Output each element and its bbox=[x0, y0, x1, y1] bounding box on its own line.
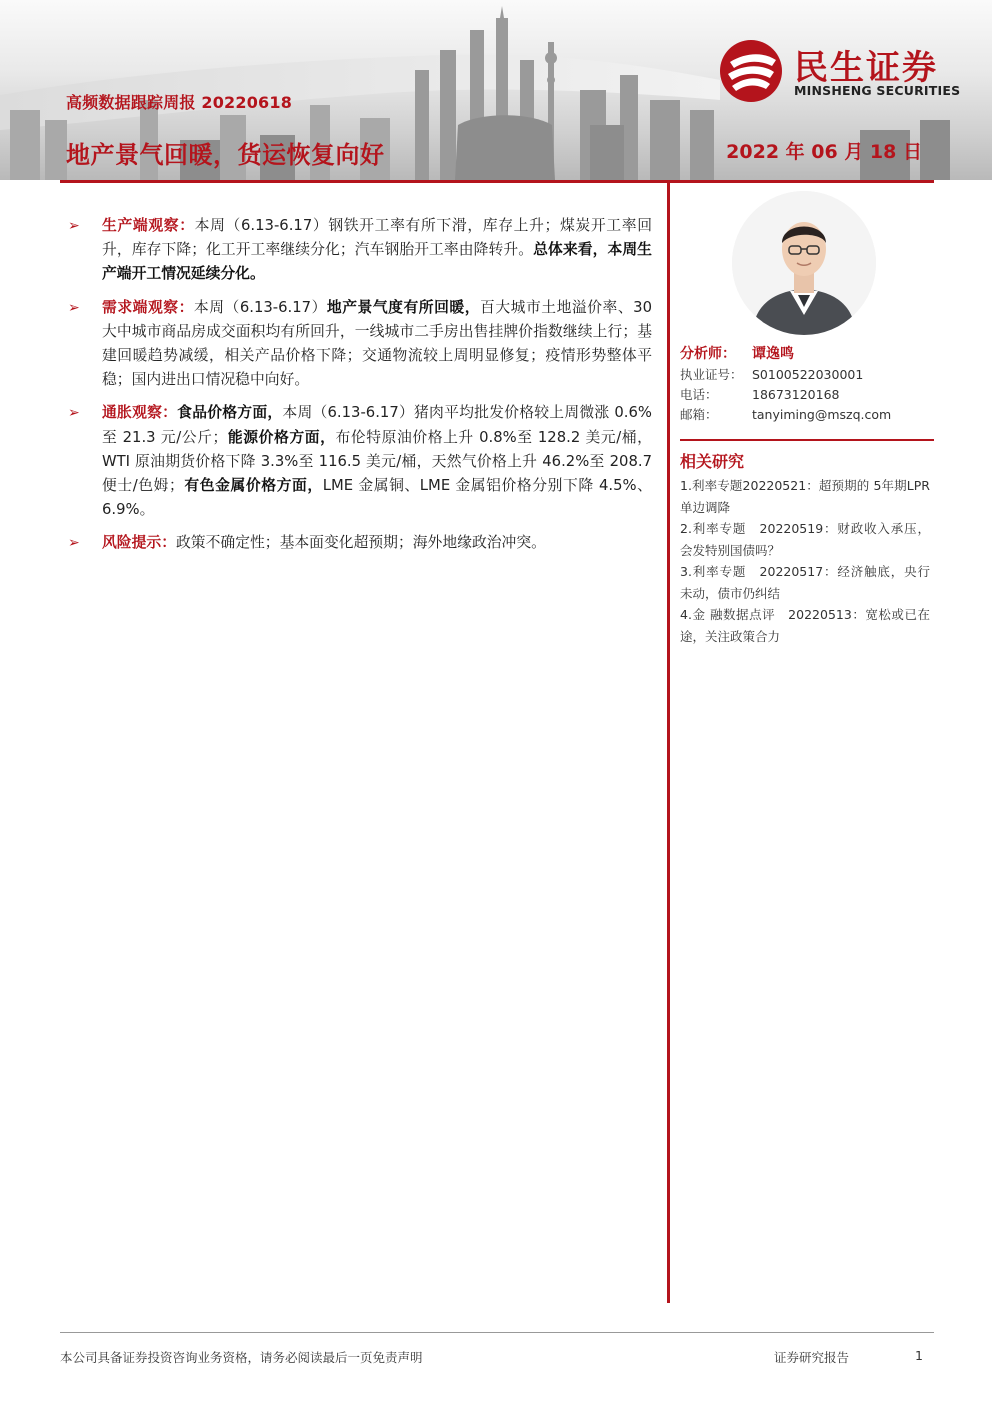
bullet-heading: 通胀观察： bbox=[102, 404, 178, 422]
bullet-heading: 风险提示： bbox=[102, 534, 176, 552]
license-label: 执业证号： bbox=[680, 367, 743, 382]
sidebar-divider bbox=[680, 439, 934, 441]
page-number: 1 bbox=[915, 1348, 923, 1363]
analyst-label: 分析师： bbox=[680, 346, 736, 362]
analyst-name-row bbox=[680, 343, 934, 365]
company-logo bbox=[718, 38, 968, 104]
email-row bbox=[680, 405, 934, 425]
bullet-bold-text: 地产景气度有所回暖， bbox=[326, 298, 481, 316]
email-label: 邮箱： bbox=[680, 407, 718, 422]
summary-production bbox=[66, 214, 652, 287]
bullet-heading: 需求端观察： bbox=[102, 298, 194, 316]
header-banner bbox=[0, 0, 992, 180]
related-research-list bbox=[680, 475, 930, 647]
license-value: S0100522030001 bbox=[752, 367, 864, 382]
footer-doc-type: 证券研究报告 bbox=[774, 1350, 850, 1365]
bullet-arrow-icon: ➢ bbox=[68, 299, 80, 316]
summary-demand bbox=[66, 296, 652, 393]
email-value[interactable]: tanyiming@mszq.com bbox=[752, 407, 892, 422]
bullet-text: 本周（6.13-6.17）猪肉平均批发价格较上周微涨 0.6%至 21.3 元/公斤； bbox=[102, 404, 652, 446]
bullet-text: 本周（6.13-6.17）钢铁开工率有所下滑，库存上升；煤炭开工率回升，库存下降；化工开工率继续分化；汽车钢胎开工率由降转升。 bbox=[102, 217, 652, 259]
summary-risk bbox=[66, 531, 652, 555]
analyst-info bbox=[680, 343, 934, 425]
minsheng-logo-icon bbox=[718, 38, 784, 104]
header-divider bbox=[60, 180, 934, 183]
logo-english-name: MINSHENG SECURITIES bbox=[794, 83, 961, 98]
related-item[interactable]: 3.利率专题 20220517：经济触底，央行未动，债市仍纠结 bbox=[680, 564, 930, 601]
bullet-text: 布伦特原油价格上升 0.8%至 128.2 美元/桶，WTI 原油期货价格下降 3.3%至 116.5 美元/桶，天然气价格上升 46.2%至 208.7 便士/色姆； bbox=[102, 428, 652, 495]
bullet-bold-text: 能源价格方面， bbox=[227, 428, 336, 446]
license-row bbox=[680, 365, 934, 385]
bullet-bold-text: 有色金属价格方面， bbox=[183, 477, 323, 495]
report-date: 2022 年 06 月 18 日 bbox=[726, 141, 922, 163]
phone-label: 电话： bbox=[680, 387, 718, 402]
summary-inflation bbox=[66, 401, 652, 522]
bullet-text: LME 金属铜、LME 金属铝价格分别下降 4.5%、6.9%。 bbox=[102, 477, 652, 519]
footer-disclaimer: 本公司具备证券投资咨询业务资格，请务必阅读最后一页免责声明 bbox=[60, 1350, 423, 1365]
analyst-portrait-icon bbox=[732, 191, 876, 335]
analyst-photo bbox=[732, 191, 876, 335]
related-item[interactable]: 4.金 融数据点评 20220513：宽松或已在途，关注政策合力 bbox=[680, 607, 930, 644]
footer-divider bbox=[60, 1332, 934, 1333]
summary-section bbox=[66, 214, 652, 565]
phone-row bbox=[680, 385, 934, 405]
bullet-arrow-icon: ➢ bbox=[68, 535, 80, 552]
bullet-arrow-icon: ➢ bbox=[68, 405, 80, 422]
analyst-name: 谭逸鸣 bbox=[752, 346, 794, 362]
report-title: 地产景气回暖，货运恢复向好 bbox=[66, 141, 385, 169]
bullet-text: 政策不确定性；基本面变化超预期；海外地缘政治冲突。 bbox=[176, 534, 546, 552]
column-divider bbox=[667, 183, 670, 1303]
logo-chinese-name: 民生证券 bbox=[794, 48, 938, 88]
related-item[interactable]: 2.利率专题 20220519：财政收入承压，会发特别国债吗？ bbox=[680, 521, 930, 558]
phone-value: 18673120168 bbox=[752, 387, 840, 402]
bullet-text: 百大城市土地溢价率、30 大中城市商品房成交面积均有所回升，一线城市二手房出售挂牌价指数继续上行；基建回暖趋势减缓，相关产品价格下降；交通物流较上周明显修复；疫情形势整体平稳；国内进出口情况稳中向好。 bbox=[102, 298, 652, 389]
bullet-text: 本周（6.13-6.17） bbox=[193, 298, 327, 316]
related-research-title: 相关研究 bbox=[680, 452, 745, 471]
bullet-bold-text: 总体来看，本周生产端开工情况延续分化。 bbox=[102, 241, 652, 283]
bullet-arrow-icon: ➢ bbox=[68, 218, 80, 234]
bullet-bold-text: 食品价格方面， bbox=[177, 404, 283, 422]
bullet-heading: 生产端观察： bbox=[102, 217, 195, 234]
report-type: 高频数据跟踪周报 20220618 bbox=[66, 93, 293, 112]
related-item[interactable]: 1.利率专题20220521：超预期的 5年期LPR单边调降 bbox=[680, 478, 930, 515]
